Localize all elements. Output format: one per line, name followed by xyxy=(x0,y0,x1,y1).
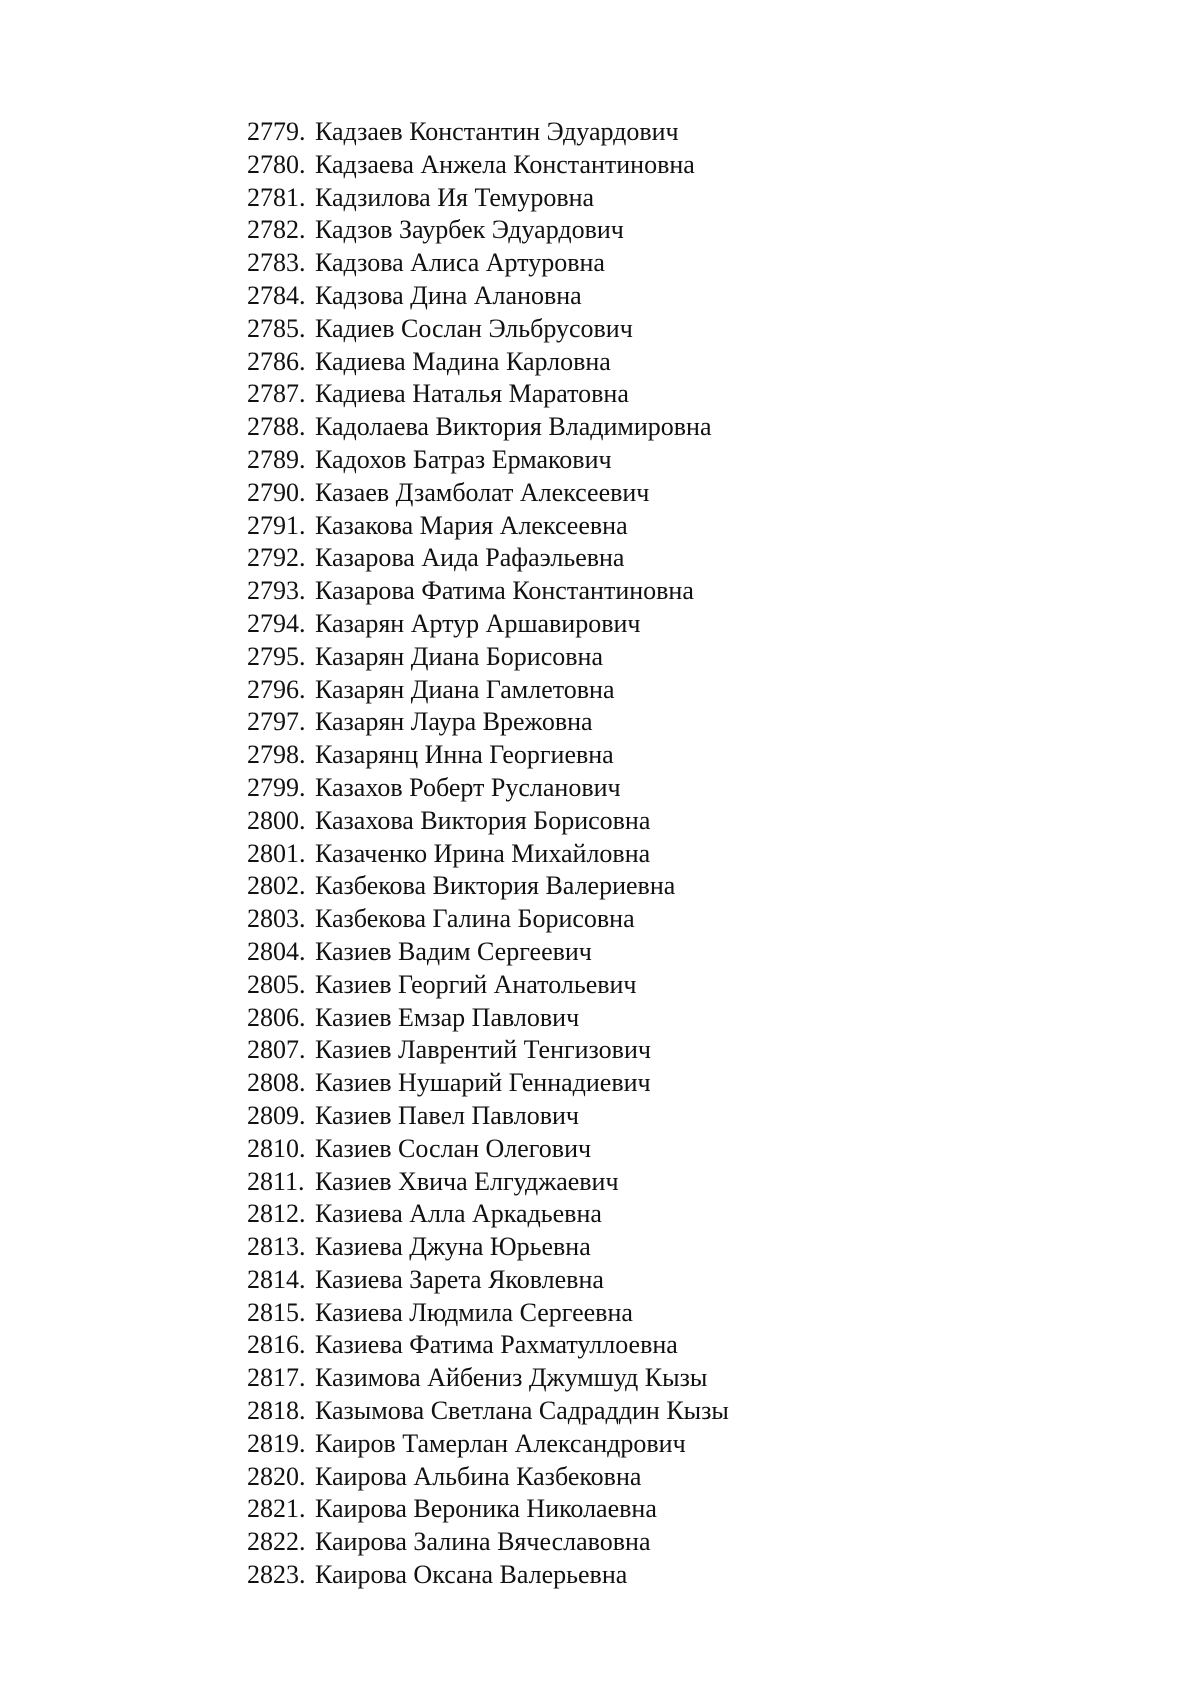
entry-name: Казымова Светлана Садраддин Кызы xyxy=(315,1396,729,1426)
entry-number: 2796. xyxy=(247,674,306,704)
list-item xyxy=(247,1231,729,1264)
entry-number: 2823. xyxy=(247,1560,306,1590)
entry-name: Казиев Сослан Олегович xyxy=(315,1133,592,1163)
entry-number: 2791. xyxy=(247,510,306,540)
list-item xyxy=(247,182,729,215)
entry-name: Казиева Джуна Юрьевна xyxy=(315,1232,591,1262)
entry-number: 2807. xyxy=(247,1035,306,1065)
entry-number: 2809. xyxy=(247,1100,306,1130)
list-item xyxy=(247,1100,729,1133)
entry-number: 2803. xyxy=(247,904,306,934)
list-item xyxy=(247,903,729,936)
entry-name: Казиев Нушарий Геннадиевич xyxy=(315,1068,651,1098)
list-item xyxy=(247,378,729,411)
list-item xyxy=(247,706,729,739)
list-item xyxy=(247,1559,729,1592)
entry-name: Казиев Павел Павлович xyxy=(315,1100,579,1130)
entry-name: Казарян Артур Аршавирович xyxy=(315,608,641,638)
entry-number: 2806. xyxy=(247,1002,306,1032)
list-item xyxy=(247,149,729,182)
list-item xyxy=(247,313,729,346)
list-item xyxy=(247,1329,729,1362)
entry-number: 2789. xyxy=(247,444,306,474)
entry-name: Казакова Мария Алексеевна xyxy=(315,510,628,540)
list-item xyxy=(247,1133,729,1166)
entry-number: 2818. xyxy=(247,1396,306,1426)
entry-name: Казаченко Ирина Михайловна xyxy=(315,838,651,868)
entry-name: Кадиева Мадина Карловна xyxy=(315,346,611,376)
entry-name: Каирова Оксана Валерьевна xyxy=(315,1560,628,1590)
entry-name: Казбекова Галина Борисовна xyxy=(315,904,635,934)
entry-number: 2793. xyxy=(247,576,306,606)
entry-number: 2804. xyxy=(247,936,306,966)
entry-number: 2779. xyxy=(247,117,306,146)
entry-number: 2792. xyxy=(247,543,306,573)
entry-number: 2786. xyxy=(247,346,306,376)
entry-name: Каирова Залина Вячеславовна xyxy=(315,1527,651,1557)
entry-number: 2808. xyxy=(247,1068,306,1098)
entry-number: 2780. xyxy=(247,149,306,179)
list-item xyxy=(247,444,729,477)
list-item xyxy=(247,247,729,280)
list-item xyxy=(247,739,729,772)
list-item xyxy=(247,936,729,969)
list-item xyxy=(247,1264,729,1297)
list-item xyxy=(247,116,729,149)
entry-number: 2782. xyxy=(247,215,306,245)
list-item xyxy=(247,1002,729,1035)
list-item xyxy=(247,1428,729,1461)
entry-name: Казбекова Виктория Валериевна xyxy=(315,871,676,901)
entry-number: 2788. xyxy=(247,412,306,442)
entry-number: 2802. xyxy=(247,871,306,901)
list-item xyxy=(247,608,729,641)
entry-number: 2785. xyxy=(247,313,306,343)
entry-name: Казарянц Инна Георгиевна xyxy=(315,740,614,770)
list-item xyxy=(247,805,729,838)
entry-name: Казиев Вадим Сергеевич xyxy=(315,936,592,966)
entry-name: Казахова Виктория Борисовна xyxy=(315,805,651,835)
list-item xyxy=(247,641,729,674)
entry-name: Казиева Фатима Рахматуллоевна xyxy=(315,1330,678,1360)
list-item xyxy=(247,674,729,707)
entry-number: 2800. xyxy=(247,805,306,835)
list-item xyxy=(247,969,729,1002)
list-item xyxy=(247,280,729,313)
entry-number: 2820. xyxy=(247,1461,306,1491)
list-item xyxy=(247,542,729,575)
entry-name: Кадзаева Анжела Константиновна xyxy=(315,149,695,179)
entry-name: Казаев Дзамболат Алексеевич xyxy=(315,477,650,507)
entry-name: Казиева Алла Аркадьевна xyxy=(315,1199,602,1229)
entry-number: 2817. xyxy=(247,1363,306,1393)
entry-name: Казарян Диана Борисовна xyxy=(315,641,603,671)
list-item xyxy=(247,1297,729,1330)
list-item xyxy=(247,575,729,608)
entry-name: Казиев Емзар Павлович xyxy=(315,1002,580,1032)
entry-name: Кадиев Сослан Эльбрусович xyxy=(315,313,633,343)
entry-number: 2781. xyxy=(247,182,306,212)
list-item xyxy=(247,510,729,543)
entry-name: Казиев Лаврентий Тенгизович xyxy=(315,1035,651,1065)
entry-number: 2784. xyxy=(247,280,306,310)
entry-name: Кадзилова Ия Темуровна xyxy=(315,182,595,212)
entry-name: Кадзов Заурбек Эдуардович xyxy=(315,215,624,245)
entry-name: Кадолаева Виктория Владимировна xyxy=(315,412,712,442)
entry-name: Кадзова Дина Алановна xyxy=(315,280,582,310)
list-item xyxy=(247,411,729,444)
entry-name: Казиев Хвича Елгуджаевич xyxy=(315,1166,619,1196)
entry-number: 2810. xyxy=(247,1133,306,1163)
entry-name: Кадзова Алиса Артуровна xyxy=(315,248,605,278)
entry-number: 2819. xyxy=(247,1428,306,1458)
entry-name: Кадохов Батраз Ермакович xyxy=(315,444,612,474)
list-item xyxy=(247,1362,729,1395)
entry-number: 2798. xyxy=(247,740,306,770)
entry-number: 2801. xyxy=(247,838,306,868)
entry-number: 2794. xyxy=(247,608,306,638)
entry-name: Каирова Альбина Казбековна xyxy=(315,1461,642,1491)
entry-number: 2815. xyxy=(247,1297,306,1327)
entry-number: 2805. xyxy=(247,969,306,999)
list-item xyxy=(247,1166,729,1199)
list-item xyxy=(247,1395,729,1428)
list-item xyxy=(247,477,729,510)
entry-number: 2822. xyxy=(247,1527,306,1557)
entry-name: Кадзаев Константин Эдуардович xyxy=(315,117,679,146)
list-item xyxy=(247,1198,729,1231)
entry-number: 2813. xyxy=(247,1232,306,1262)
entry-number: 2787. xyxy=(247,379,306,409)
list-item xyxy=(247,1034,729,1067)
entry-number: 2816. xyxy=(247,1330,306,1360)
entry-number: 2812. xyxy=(247,1199,306,1229)
list-item xyxy=(247,870,729,903)
entry-name: Казахов Роберт Русланович xyxy=(315,772,621,802)
entry-number: 2790. xyxy=(247,477,306,507)
list-item xyxy=(247,1493,729,1526)
list-item xyxy=(247,1461,729,1494)
entry-number: 2814. xyxy=(247,1264,306,1294)
list-item xyxy=(247,214,729,247)
entry-name: Казимова Айбениз Джумшуд Кызы xyxy=(315,1363,708,1393)
entry-name: Казарян Лаура Врежовна xyxy=(315,707,593,737)
list-item xyxy=(247,1526,729,1559)
entry-number: 2821. xyxy=(247,1494,306,1524)
entry-number: 2799. xyxy=(247,772,306,802)
entry-number: 2797. xyxy=(247,707,306,737)
entry-number: 2783. xyxy=(247,248,306,278)
name-list xyxy=(247,116,729,1592)
entry-name: Казиев Георгий Анатольевич xyxy=(315,969,637,999)
list-item xyxy=(247,772,729,805)
entry-name: Каиров Тамерлан Александрович xyxy=(315,1428,686,1458)
entry-name: Казиева Людмила Сергеевна xyxy=(315,1297,633,1327)
entry-name: Казарова Фатима Константиновна xyxy=(315,576,694,606)
entry-name: Казиева Зарета Яковлевна xyxy=(315,1264,604,1294)
entry-name: Кадиева Наталья Маратовна xyxy=(315,379,629,409)
entry-number: 2795. xyxy=(247,641,306,671)
list-item xyxy=(247,1067,729,1100)
entry-name: Казарова Аида Рафаэльевна xyxy=(315,543,625,573)
list-item xyxy=(247,346,729,379)
entry-name: Каирова Вероника Николаевна xyxy=(315,1494,657,1524)
entry-number: 2811. xyxy=(247,1166,305,1196)
entry-name: Казарян Диана Гамлетовна xyxy=(315,674,615,704)
list-item xyxy=(247,838,729,871)
